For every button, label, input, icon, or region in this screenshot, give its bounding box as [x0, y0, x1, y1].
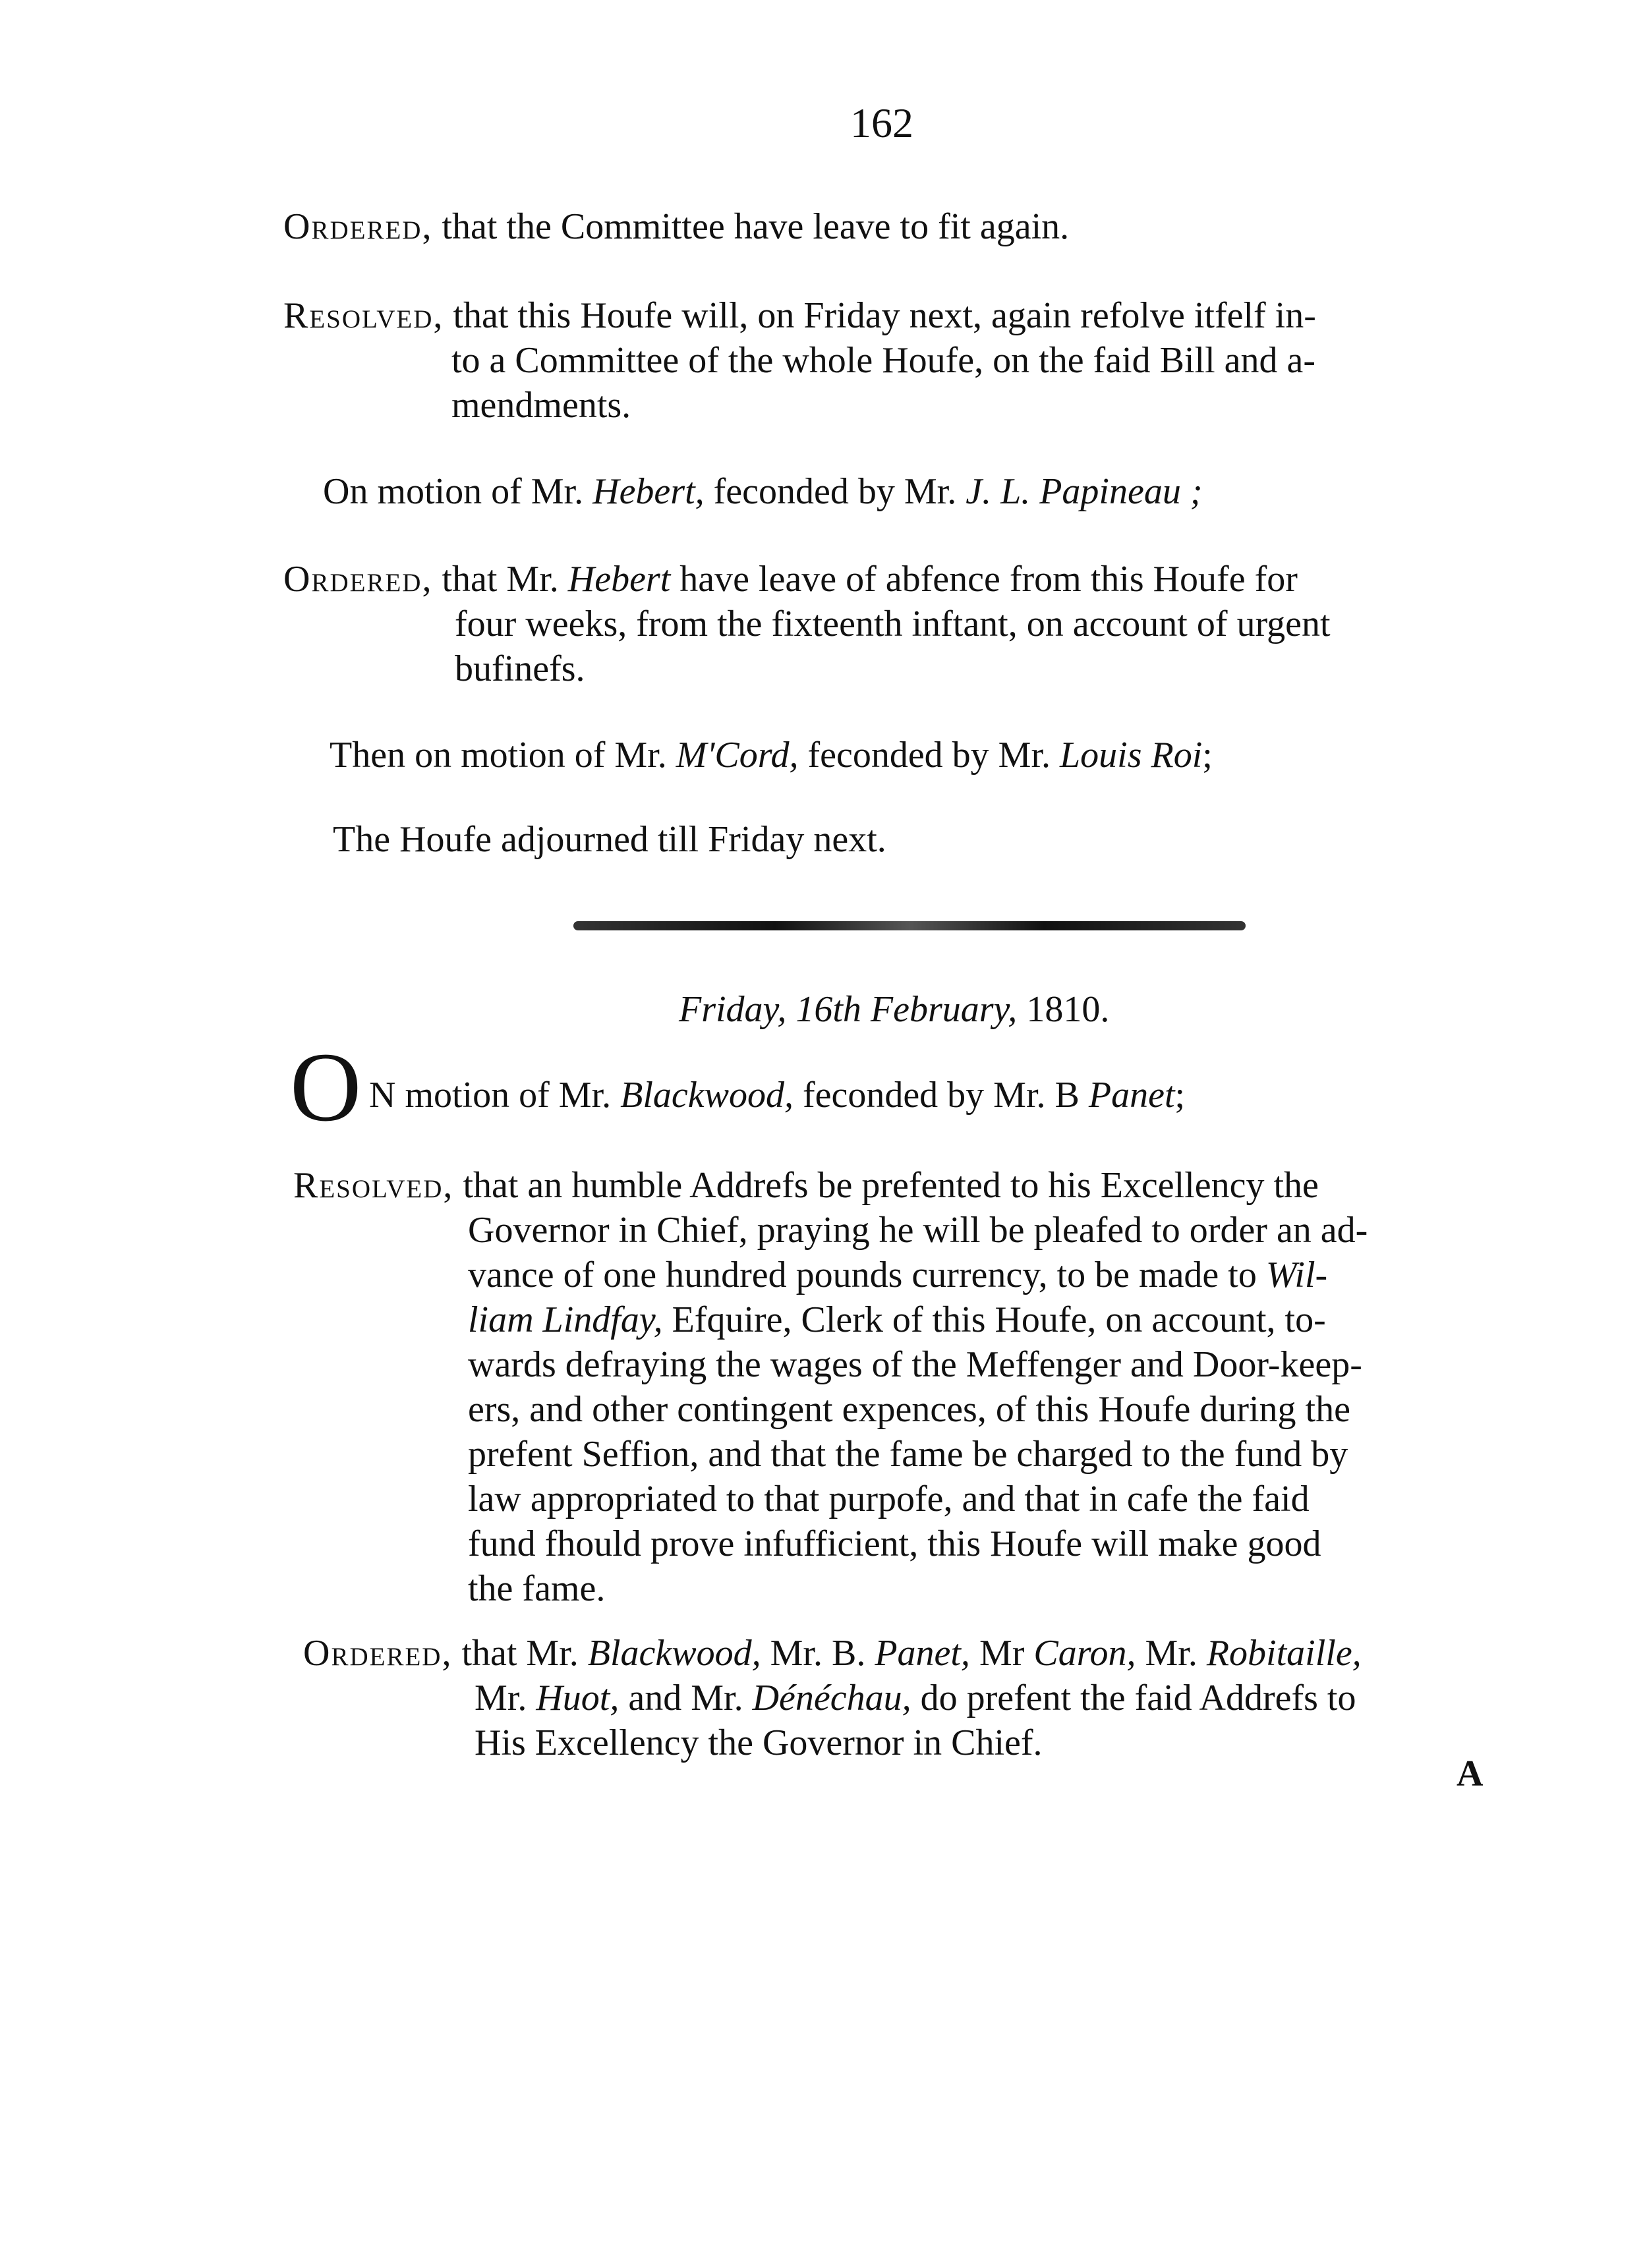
text-line — [475, 1676, 1356, 1720]
member-name: M'Cord, — [676, 735, 799, 776]
ordered-present-address — [303, 1631, 1362, 1676]
ordered-leave-to-sit — [283, 204, 1069, 249]
text-span: Mr. — [1145, 1633, 1198, 1674]
entry-label: Ordered, — [303, 1633, 453, 1674]
text-line: prefent Seffion, and that the fame be charged to the fund by — [468, 1434, 1348, 1475]
text-line: to a Committee of the whole Houfe, on the faid Bill and a- — [451, 340, 1315, 381]
text-span: Then on motion of Mr. — [330, 735, 667, 776]
member-name: Panet, — [875, 1633, 970, 1674]
text-span: Mr. — [475, 1678, 527, 1718]
entry-label: Resolved, — [293, 1165, 454, 1206]
text-span: ; — [1174, 1075, 1186, 1116]
section-divider — [573, 921, 1246, 930]
entry-label: Ordered, — [283, 559, 433, 600]
member-name: J. L. Papineau ; — [966, 471, 1203, 512]
text-line: wards defraying the wages of the Meffenger and Door-keep- — [468, 1344, 1362, 1385]
entry-label: Resolved, — [283, 295, 444, 336]
text-span: do prefent the faid Addrefs to — [920, 1678, 1356, 1718]
entry-text: that the Committee have leave to fit again. — [442, 206, 1070, 247]
text-span: that Mr. — [442, 559, 559, 600]
resolved-humble-address — [293, 1163, 1319, 1208]
text-span: Efquire, Clerk of this Houfe, on account, to- — [672, 1299, 1326, 1340]
text-span: N motion of Mr. — [369, 1075, 612, 1116]
text-span: that Mr. — [461, 1633, 579, 1674]
member-name: Blackwood, — [620, 1075, 794, 1116]
ordered-leave-of-absence — [283, 557, 1298, 602]
date-year: 1810. — [1026, 989, 1110, 1030]
text-line: law appropriated to that purpofe, and that in cafe the faid — [468, 1479, 1310, 1519]
member-name: Dénéchau, — [752, 1678, 911, 1718]
text-line: fund fhould prove infufficient, this Houfe will make good — [468, 1523, 1321, 1564]
entry-text: that an humble Addrefs be prefented to his Excellency the — [463, 1165, 1319, 1206]
text-span: feconded by Mr. — [713, 471, 957, 512]
member-name: Caron, — [1033, 1633, 1136, 1674]
text-span: vance of one hundred pounds currency, to be made to — [468, 1255, 1257, 1295]
date-day: Friday, — [679, 989, 787, 1030]
text-line: bufinefs. — [455, 648, 585, 689]
date-text: 16th February, — [795, 989, 1018, 1030]
member-name: Robitaille, — [1206, 1633, 1362, 1674]
member-name: Huot, — [536, 1678, 620, 1718]
member-name: Panet — [1088, 1075, 1175, 1116]
text-span: have leave of abfence from this Houfe for — [679, 559, 1298, 600]
date-heading — [679, 988, 1109, 1031]
person-name: liam Lindfay, — [468, 1299, 663, 1340]
catchword: A — [1457, 1753, 1484, 1794]
drop-cap: O — [290, 1033, 362, 1142]
motion-hebert — [323, 469, 1203, 514]
text-span: feconded by Mr. B — [802, 1075, 1080, 1116]
text-line: mendments. — [451, 385, 631, 426]
page-number: 162 — [850, 99, 913, 146]
text-line: Governor in Chief, praying he will be pleafed to order an ad- — [468, 1210, 1368, 1251]
text-span: The Houfe adjourned till Friday next. — [333, 819, 886, 860]
entry-label: Ordered, — [283, 206, 433, 247]
text-line: His Excellency the Governor in Chief. — [475, 1722, 1043, 1763]
text-line — [468, 1253, 1327, 1297]
text-line: four weeks, from the fixteenth inftant, on account of urgent — [455, 604, 1331, 644]
text-span: Mr — [979, 1633, 1025, 1674]
text-span: and Mr. — [628, 1678, 743, 1718]
member-name: Louis Roi — [1060, 735, 1203, 776]
text-span: feconded by Mr. — [807, 735, 1051, 776]
text-line: ers, and other contingent expences, of this Houfe during the — [468, 1389, 1350, 1430]
member-name: Hebert — [567, 559, 671, 600]
person-name: Wil- — [1265, 1255, 1328, 1295]
entry-text: that this Houfe will, on Friday next, again refolve itfelf in- — [453, 295, 1316, 336]
text-span: On motion of Mr. — [323, 471, 584, 512]
text-line: the fame. — [468, 1568, 606, 1609]
motion-blackwood — [369, 1073, 1185, 1118]
house-adjourned — [333, 817, 886, 862]
text-span: Mr. B. — [770, 1633, 866, 1674]
resolved-committee — [283, 293, 1316, 338]
member-name: Hebert, — [592, 471, 705, 512]
member-name: Blackwood, — [587, 1633, 761, 1674]
motion-mccord — [330, 733, 1213, 778]
text-span: ; — [1202, 735, 1213, 776]
text-line — [468, 1297, 1326, 1342]
